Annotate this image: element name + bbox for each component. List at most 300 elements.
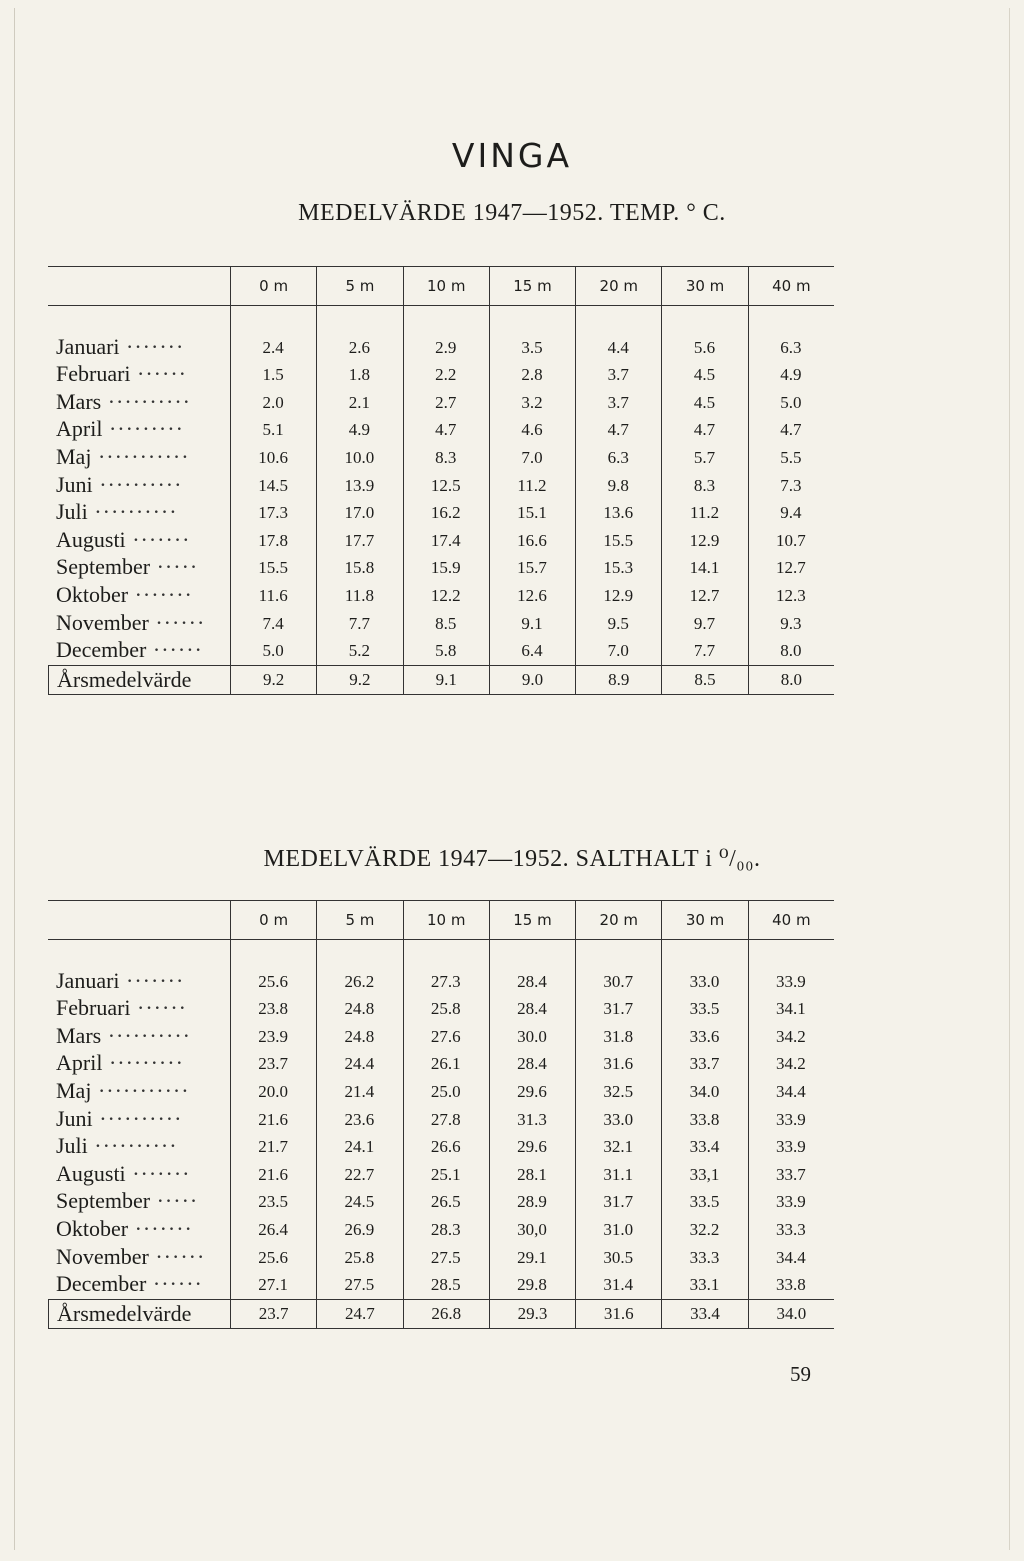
table-row: [48, 1021, 834, 1049]
month-label: [48, 968, 230, 994]
cell-value: 27.5: [344, 1275, 375, 1295]
column-header: 0 m: [230, 901, 316, 939]
month-name: September: [56, 554, 151, 580]
cell-value: 31.8: [603, 1026, 634, 1046]
cell-value: 30,0: [517, 1219, 547, 1239]
cell-value: 16.2: [430, 503, 461, 523]
cell-value: 33.6: [689, 1026, 720, 1046]
cell-value: 4.6: [521, 420, 543, 440]
cell-value: 31.7: [603, 1192, 634, 1212]
cell-value: 10.7: [775, 530, 806, 550]
header-blank: [48, 267, 230, 305]
cell-value: 33,1: [689, 1164, 720, 1184]
table-row: [48, 415, 834, 443]
cell-value: 28.4: [517, 999, 547, 1019]
annual-mean-row: [48, 665, 834, 695]
table-row: [48, 387, 834, 415]
cell-value: 33.7: [689, 1054, 720, 1074]
month-name: November: [56, 1243, 149, 1269]
cell-value: 2.8: [521, 365, 543, 385]
annual-value: 29.3: [489, 1300, 575, 1328]
month-label: [48, 995, 230, 1021]
month-name: Oktober: [56, 581, 129, 607]
cell-value: 4.7: [435, 420, 457, 440]
cell-value: 14.5: [258, 475, 289, 495]
cell-value: 5.2: [348, 641, 371, 661]
annual-label: Årsmedelvärde: [48, 666, 230, 694]
cell-value: 17.0: [344, 503, 375, 523]
column-header: 15 m: [489, 901, 575, 939]
column-header: 10 m: [403, 267, 489, 305]
month-label: [48, 582, 230, 608]
cell-value: 31.0: [603, 1219, 634, 1239]
month-label: [48, 1133, 230, 1159]
month-name: Januari: [56, 333, 120, 359]
cell-value: 31.7: [603, 999, 634, 1019]
cell-value: 5.0: [780, 392, 802, 412]
table-row: [48, 1076, 834, 1104]
annual-value: 31.6: [575, 1300, 661, 1328]
cell-value: 4.4: [607, 337, 629, 357]
cell-value: 11.8: [344, 585, 374, 605]
leader-dots: ·······: [128, 1215, 193, 1241]
leader-dots: ·······: [119, 333, 185, 359]
month-name: Augusti: [56, 1160, 126, 1186]
leader-dots: ······: [130, 995, 187, 1021]
month-label: [48, 472, 230, 498]
month-name: September: [56, 1188, 151, 1214]
cell-value: 32.1: [603, 1137, 634, 1157]
cell-value: 24.4: [344, 1054, 375, 1074]
cell-value: 27.5: [430, 1247, 461, 1267]
cell-value: 5.5: [780, 447, 802, 467]
leader-dots: ···········: [91, 1077, 190, 1103]
cell-value: 7.4: [262, 613, 284, 633]
month-label: [48, 1050, 230, 1076]
cell-value: 10.6: [258, 447, 289, 467]
leader-dots: ·······: [125, 1160, 191, 1186]
cell-value: 23.6: [344, 1109, 375, 1129]
month-name: Mars: [56, 1022, 102, 1048]
cell-value: 25.1: [430, 1164, 461, 1184]
cell-value: 33.4: [689, 1137, 720, 1157]
cell-value: 8.0: [780, 641, 802, 661]
leader-dots: ··········: [92, 471, 183, 497]
leader-dots: ······: [146, 1271, 203, 1297]
cell-value: 1.5: [262, 365, 284, 385]
page-number: 59: [790, 1362, 811, 1386]
cell-value: 27.6: [430, 1026, 461, 1046]
month-name: Maj: [56, 443, 92, 469]
cell-value: 33.3: [775, 1219, 806, 1239]
month-name: Februari: [56, 995, 131, 1021]
leader-dots: ·······: [119, 967, 185, 993]
cell-value: 12.9: [689, 530, 720, 550]
cell-value: 25.8: [344, 1247, 375, 1267]
cell-value: 5.0: [262, 641, 284, 661]
cell-value: 28.9: [517, 1192, 547, 1212]
month-name: Februari: [56, 361, 131, 387]
cell-value: 25.6: [258, 971, 289, 991]
cell-value: 12.7: [689, 585, 720, 605]
leader-dots: ·······: [125, 526, 191, 552]
column-header: 20 m: [575, 267, 661, 305]
cell-value: 23.9: [258, 1026, 289, 1046]
cell-value: 3.7: [607, 392, 629, 412]
column-header: 30 m: [661, 267, 747, 305]
cell-value: 3.5: [521, 337, 543, 357]
leader-dots: ··········: [101, 1022, 191, 1048]
month-name: Oktober: [56, 1215, 129, 1241]
column-header: 10 m: [403, 901, 489, 939]
cell-value: 33.9: [775, 1109, 806, 1129]
cell-value: 7.0: [607, 641, 629, 661]
cell-value: 20.0: [258, 1081, 289, 1101]
month-name: April: [56, 416, 103, 442]
cell-value: 11.6: [258, 585, 288, 605]
cell-value: 33.0: [689, 971, 720, 991]
table-row: [48, 636, 834, 664]
cell-value: 21.4: [344, 1081, 375, 1101]
cell-value: 33.0: [603, 1109, 634, 1129]
cell-value: 12.2: [430, 585, 461, 605]
annual-value: 9.1: [403, 666, 489, 694]
cell-value: 12.9: [603, 585, 634, 605]
month-label: [48, 361, 230, 387]
cell-value: 4.7: [607, 420, 629, 440]
cell-value: 10.0: [344, 447, 375, 467]
annual-value: 24.7: [316, 1300, 402, 1328]
cell-value: 33.5: [689, 1192, 720, 1212]
annual-mean-row: [48, 1299, 834, 1329]
annual-value: 8.9: [575, 666, 661, 694]
table-row: [48, 994, 834, 1022]
cell-value: 5.1: [262, 420, 284, 440]
table-row: [48, 580, 834, 608]
cell-value: 3.7: [607, 365, 629, 385]
column-header: 40 m: [748, 267, 834, 305]
cell-value: 32.2: [689, 1219, 720, 1239]
cell-value: 4.7: [780, 420, 802, 440]
cell-value: 33.8: [689, 1109, 720, 1129]
cell-value: 14.1: [689, 558, 720, 578]
cell-value: 12.3: [775, 585, 806, 605]
column-header: 20 m: [575, 901, 661, 939]
cell-value: 15.5: [258, 558, 289, 578]
cell-value: 5.6: [693, 337, 716, 357]
cell-value: 25.8: [430, 999, 461, 1019]
annual-value: 9.0: [489, 666, 575, 694]
table-row: [48, 360, 834, 388]
cell-value: 4.5: [693, 392, 716, 412]
table-row: [48, 525, 834, 553]
cell-value: 29.6: [517, 1137, 547, 1157]
cell-value: 34.2: [775, 1026, 806, 1046]
annual-value: 34.0: [748, 1300, 834, 1328]
cell-value: 1.8: [348, 365, 371, 385]
month-name: Juni: [56, 1105, 93, 1131]
cell-value: 33.7: [775, 1164, 806, 1184]
cell-value: 7.7: [693, 641, 716, 661]
cell-value: 4.7: [693, 420, 716, 440]
table-header: [48, 900, 834, 940]
cell-value: 15.3: [603, 558, 634, 578]
cell-value: 28.3: [430, 1219, 461, 1239]
table-row: [48, 1270, 834, 1298]
cell-value: 2.2: [435, 365, 457, 385]
column-header: 15 m: [489, 267, 575, 305]
table-row: [48, 1049, 834, 1077]
month-label: [48, 1216, 230, 1242]
month-name: Maj: [56, 1077, 92, 1103]
cell-value: 17.8: [258, 530, 289, 550]
cell-value: 22.7: [344, 1164, 375, 1184]
annual-value: 9.2: [316, 666, 402, 694]
cell-value: 6.3: [607, 447, 629, 467]
month-label: [48, 334, 230, 360]
leader-dots: ······: [148, 609, 206, 635]
cell-value: 33.3: [689, 1247, 720, 1267]
cell-value: 25.6: [258, 1247, 289, 1267]
cell-value: 34.4: [775, 1081, 806, 1101]
cell-value: 5.8: [435, 641, 457, 661]
header-blank: [48, 901, 230, 939]
cell-value: 9.7: [693, 613, 716, 633]
table-row: [48, 332, 834, 360]
cell-value: 2.1: [348, 392, 371, 412]
cell-value: 12.6: [517, 585, 547, 605]
table-row: [48, 1214, 834, 1242]
cell-value: 2.4: [262, 337, 284, 357]
cell-value: 32.5: [603, 1081, 634, 1101]
cell-value: 21.6: [258, 1164, 289, 1184]
cell-value: 28.5: [430, 1275, 461, 1295]
cell-value: 23.5: [258, 1192, 289, 1212]
month-name: April: [56, 1050, 103, 1076]
cell-value: 5.7: [693, 447, 716, 467]
cell-value: 13.6: [603, 503, 634, 523]
month-label: [48, 1078, 230, 1104]
leader-dots: ·········: [102, 416, 184, 442]
cell-value: 29.8: [517, 1275, 547, 1295]
month-label: [48, 527, 230, 553]
table-body: [48, 966, 834, 1297]
cell-value: 26.2: [344, 971, 375, 991]
cell-value: 30.7: [603, 971, 634, 991]
cell-value: 34.2: [775, 1054, 806, 1074]
cell-value: 4.5: [693, 365, 716, 385]
leader-dots: ······: [148, 1243, 206, 1269]
month-name: Augusti: [56, 526, 126, 552]
cell-value: 27.8: [430, 1109, 461, 1129]
month-name: Januari: [56, 967, 120, 993]
cell-value: 13.9: [344, 475, 375, 495]
cell-value: 21.7: [258, 1137, 289, 1157]
annual-value: 9.2: [230, 666, 316, 694]
cell-value: 9.3: [780, 613, 802, 633]
cell-value: 15.5: [603, 530, 634, 550]
table-row: [48, 553, 834, 581]
cell-value: 28.4: [517, 1054, 547, 1074]
cell-value: 26.4: [258, 1219, 289, 1239]
cell-value: 17.7: [344, 530, 375, 550]
month-label: [48, 610, 230, 636]
leader-dots: ·····: [150, 1188, 199, 1214]
cell-value: 4.9: [348, 420, 371, 440]
month-label: [48, 389, 230, 415]
cell-value: 31.3: [517, 1109, 547, 1129]
cell-value: 30.5: [603, 1247, 634, 1267]
leader-dots: ··········: [87, 1133, 178, 1159]
table-row: [48, 608, 834, 636]
cell-value: 31.1: [603, 1164, 634, 1184]
cell-value: 28.4: [517, 971, 547, 991]
month-label: [48, 1188, 230, 1214]
cell-value: 26.9: [344, 1219, 375, 1239]
annual-value: 23.7: [230, 1300, 316, 1328]
cell-value: 7.0: [521, 447, 543, 467]
table-row: [48, 442, 834, 470]
cell-value: 33.9: [775, 971, 806, 991]
table-row: [48, 1104, 834, 1132]
page-title: VINGA: [451, 136, 573, 175]
month-name: Mars: [56, 388, 102, 414]
cell-value: 16.6: [517, 530, 547, 550]
cell-value: 8.5: [435, 613, 457, 633]
leader-dots: ·····: [150, 554, 199, 580]
cell-value: 3.2: [521, 392, 543, 412]
cell-value: 21.6: [258, 1109, 289, 1129]
cell-value: 15.8: [344, 558, 375, 578]
cell-value: 33.9: [775, 1192, 806, 1212]
leader-dots: ······: [130, 361, 187, 387]
cell-value: 34.1: [775, 999, 806, 1019]
table-body: [48, 332, 834, 663]
table-row: [48, 1187, 834, 1215]
leader-dots: ······: [146, 637, 203, 663]
cell-value: 33.5: [689, 999, 720, 1019]
leader-dots: ··········: [92, 1105, 183, 1131]
annual-label: Årsmedelvärde: [48, 1300, 230, 1328]
cell-value: 31.6: [603, 1054, 634, 1074]
cell-value: 34.0: [689, 1081, 720, 1101]
cell-value: 24.5: [344, 1192, 375, 1212]
month-label: [48, 1106, 230, 1132]
month-label: [48, 499, 230, 525]
salinity-caption: MEDELVÄRDE 1947—1952. SALTHALT i ⁰/₀₀.: [263, 846, 761, 872]
month-label: [48, 416, 230, 442]
cell-value: 25.0: [430, 1081, 461, 1101]
month-label: [48, 1244, 230, 1270]
cell-value: 26.5: [430, 1192, 461, 1212]
annual-value: 26.8: [403, 1300, 489, 1328]
cell-value: 2.9: [435, 337, 457, 357]
column-header: 40 m: [748, 901, 834, 939]
cell-value: 26.6: [430, 1137, 461, 1157]
cell-value: 29.1: [517, 1247, 547, 1267]
month-label: [48, 1023, 230, 1049]
cell-value: 9.1: [521, 613, 543, 633]
cell-value: 27.3: [430, 971, 461, 991]
cell-value: 9.5: [607, 613, 629, 633]
cell-value: 23.7: [258, 1054, 289, 1074]
cell-value: 8.3: [693, 475, 716, 495]
cell-value: 33.1: [689, 1275, 720, 1295]
table-row: [48, 966, 834, 994]
cell-value: 23.8: [258, 999, 289, 1019]
table-header: [48, 266, 834, 306]
table-row: [48, 1132, 834, 1160]
column-header: 0 m: [230, 267, 316, 305]
annual-value: 8.0: [748, 666, 834, 694]
annual-value: 33.4: [661, 1300, 747, 1328]
table-row: [48, 470, 834, 498]
cell-value: 12.7: [775, 558, 806, 578]
month-name: Juli: [56, 499, 88, 525]
cell-value: 15.9: [430, 558, 461, 578]
cell-value: 24.1: [344, 1137, 375, 1157]
cell-value: 17.4: [430, 530, 461, 550]
month-name: December: [56, 637, 147, 663]
leader-dots: ··········: [101, 388, 191, 414]
cell-value: 6.4: [521, 641, 543, 661]
table-row: [48, 498, 834, 526]
cell-value: 9.4: [780, 503, 802, 523]
cell-value: 11.2: [517, 475, 547, 495]
leader-dots: ·······: [128, 581, 193, 607]
leader-dots: ···········: [91, 443, 190, 469]
month-name: Juli: [56, 1133, 88, 1159]
month-label: [48, 1161, 230, 1187]
cell-value: 15.1: [517, 503, 547, 523]
cell-value: 12.5: [430, 475, 461, 495]
table-row: [48, 1242, 834, 1270]
cell-value: 15.7: [517, 558, 547, 578]
cell-value: 28.1: [517, 1164, 547, 1184]
cell-value: 27.1: [258, 1275, 289, 1295]
month-label: [48, 554, 230, 580]
cell-value: 34.4: [775, 1247, 806, 1267]
cell-value: 8.3: [435, 447, 457, 467]
cell-value: 7.3: [780, 475, 802, 495]
cell-value: 11.2: [689, 503, 720, 523]
cell-value: 24.8: [344, 1026, 375, 1046]
cell-value: 33.9: [775, 1137, 806, 1157]
cell-value: 33.8: [775, 1275, 806, 1295]
month-label: [48, 637, 230, 663]
column-header: 5 m: [316, 901, 402, 939]
month-name: Juni: [56, 471, 93, 497]
cell-value: 29.6: [517, 1081, 547, 1101]
cell-value: 30.0: [517, 1026, 547, 1046]
column-header: 30 m: [661, 901, 747, 939]
leader-dots: ··········: [87, 499, 178, 525]
temperature-caption: MEDELVÄRDE 1947—1952. TEMP. ° C.: [298, 200, 726, 226]
cell-value: 17.3: [258, 503, 289, 523]
cell-value: 31.4: [603, 1275, 634, 1295]
leader-dots: ·········: [102, 1050, 184, 1076]
cell-value: 6.3: [780, 337, 802, 357]
annual-value: 8.5: [661, 666, 747, 694]
cell-value: 2.6: [348, 337, 371, 357]
column-header: 5 m: [316, 267, 402, 305]
cell-value: 24.8: [344, 999, 375, 1019]
cell-value: 9.8: [607, 475, 629, 495]
month-label: [48, 444, 230, 470]
month-label: [48, 1271, 230, 1297]
cell-value: 7.7: [348, 613, 371, 633]
month-name: December: [56, 1271, 147, 1297]
